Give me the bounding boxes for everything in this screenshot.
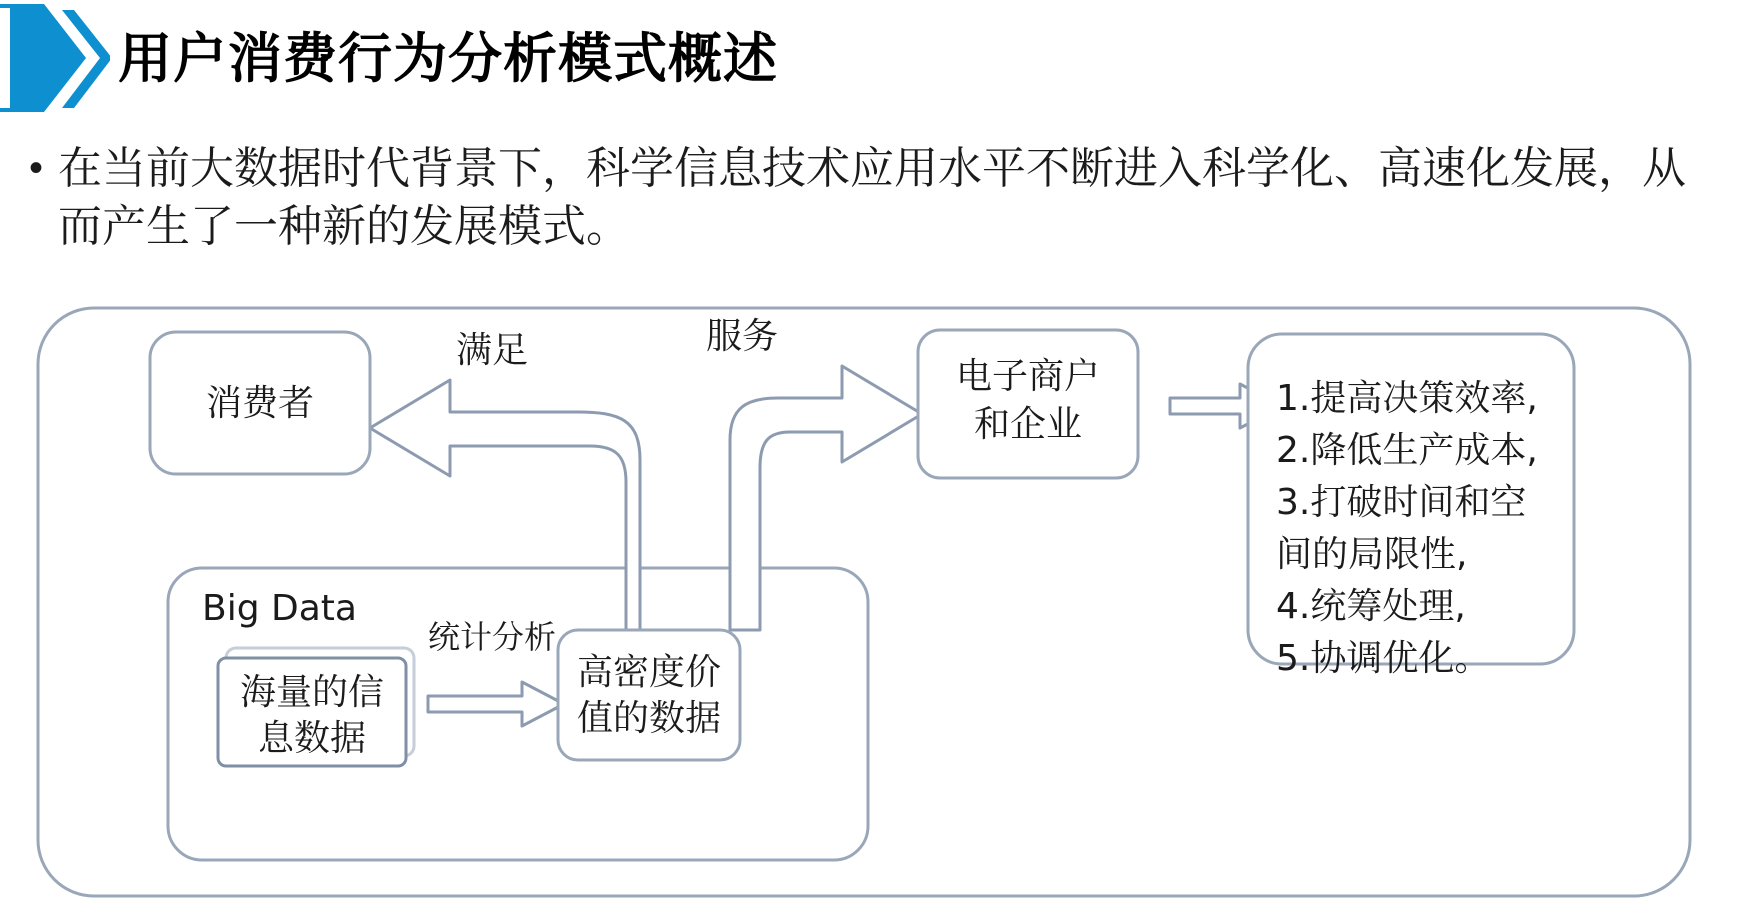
node-mass-info-line1: 海量的信 [239,672,385,713]
node-high-value-line1: 高密度价 [576,652,722,693]
node-high-value-data [558,630,740,760]
edge-label-service: 服务 [705,316,779,357]
node-benefits-line-4: 间的局限性, [1276,534,1468,575]
node-merchant-label-line1: 电子商户 [955,356,1101,397]
node-high-value-line2: 值的数据 [576,698,722,739]
arrow-service [730,366,922,630]
node-benefits-line-6: 5.协调优化。 [1276,638,1491,679]
slide-header [0,0,1741,120]
node-benefits-line-2: 2.降低生产成本, [1276,430,1538,471]
chevron-right-icon [0,2,110,114]
edge-label-satisfy: 满足 [455,330,529,371]
edge-label-statistics: 统计分析 [427,618,557,656]
arrow-mass-to-high-value [428,682,564,726]
node-consumer-label: 消费者 [205,383,315,424]
node-merchant-label-line2: 和企业 [973,404,1083,445]
bullet-marker: • [28,146,43,190]
bullet-paragraph [14,140,1724,256]
node-benefits-line-5: 4.统筹处理, [1276,586,1466,627]
node-big-data-label: Big Data [202,588,357,629]
arrow-satisfy [370,380,640,630]
process-diagram [30,300,1720,910]
node-benefits-line-3: 3.打破时间和空 [1276,482,1527,523]
node-benefits-line-1: 1.提高决策效率, [1276,378,1538,419]
bullet-text: 在当前大数据时代背景下，科学信息技术应用水平不断进入科学化、高速化发展，从而产生了一种新的发展模式。 [58,143,1686,253]
page-title: 用户消费行为分析模式概述 [118,27,778,90]
node-mass-info-line2: 息数据 [257,718,367,759]
